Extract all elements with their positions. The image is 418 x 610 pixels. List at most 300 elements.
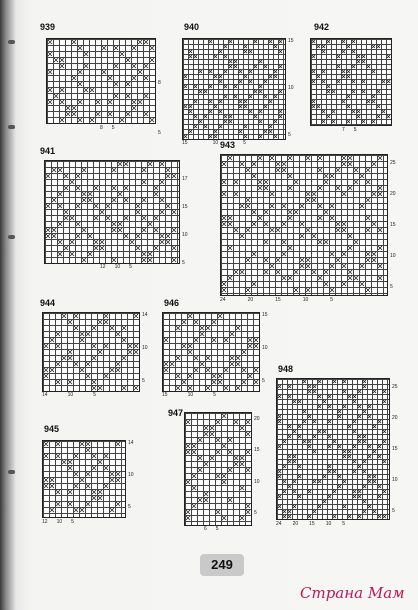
stitch-x — [279, 115, 282, 118]
stitch-x — [358, 440, 361, 443]
stitch-x — [199, 90, 202, 93]
stitch-x — [92, 490, 96, 494]
stitch-x — [258, 186, 262, 190]
stitch-x — [278, 395, 281, 398]
stitch-x — [270, 228, 274, 232]
stitch-x — [332, 110, 335, 113]
stitch-x — [212, 338, 216, 342]
stitch-x — [222, 222, 226, 226]
stitch-x — [259, 85, 262, 88]
stitch-x — [312, 192, 316, 196]
stitch-x — [259, 120, 262, 123]
stitch-x — [48, 70, 52, 74]
stitch-x — [278, 415, 281, 418]
stitch-x — [144, 64, 148, 68]
stitch-x — [124, 198, 128, 202]
stitch-x — [194, 368, 198, 372]
stitch-x — [189, 55, 192, 58]
stitch-x — [80, 332, 84, 336]
stitch-x — [204, 115, 207, 118]
stitch-x — [234, 60, 237, 63]
stitch-x — [209, 70, 212, 73]
binding-hole — [8, 125, 15, 129]
pattern-grid — [276, 378, 390, 520]
stitch-x — [318, 480, 321, 483]
stitch-x — [264, 180, 268, 184]
stitch-x — [230, 356, 234, 360]
stitch-marks — [311, 39, 391, 125]
stitch-x — [64, 246, 68, 250]
stitch-x — [222, 474, 226, 478]
stitch-x — [56, 442, 60, 446]
stitch-x — [112, 258, 116, 262]
stitch-x — [336, 228, 340, 232]
stitch-x — [186, 444, 190, 448]
stitch-x — [330, 288, 334, 292]
stitch-x — [132, 64, 136, 68]
stitch-x — [368, 415, 371, 418]
stitch-x — [92, 386, 96, 390]
stitch-x — [372, 95, 375, 98]
stitch-x — [209, 135, 212, 138]
stitch-x — [209, 110, 212, 113]
stitch-x — [264, 222, 268, 226]
stitch-x — [358, 405, 361, 408]
stitch-x — [240, 516, 244, 520]
stitch-x — [244, 100, 247, 103]
stitch-x — [308, 490, 311, 493]
stitch-x — [198, 498, 202, 502]
stitch-x — [242, 350, 246, 354]
stitch-x — [104, 374, 108, 378]
stitch-x — [100, 240, 104, 244]
stitch-x — [68, 502, 72, 506]
stitch-x — [240, 486, 244, 490]
stitch-x — [132, 100, 136, 104]
stitch-x — [194, 320, 198, 324]
stitch-x — [68, 320, 72, 324]
stitch-x — [323, 400, 326, 403]
column-numbers: 24 20 15 10 5 — [276, 521, 346, 527]
stitch-x — [86, 484, 90, 488]
stitch-x — [372, 70, 375, 73]
stitch-x — [276, 258, 280, 262]
stitch-x — [322, 80, 325, 83]
stitch-x — [254, 65, 257, 68]
stitch-x — [264, 258, 268, 262]
stitch-x — [312, 40, 315, 43]
stitch-x — [214, 75, 217, 78]
stitch-x — [224, 95, 227, 98]
stitch-x — [259, 110, 262, 113]
stitch-x — [54, 94, 58, 98]
stitch-x — [68, 490, 72, 494]
stitch-x — [204, 492, 208, 496]
stitch-x — [76, 186, 80, 190]
stitch-x — [318, 430, 321, 433]
stitch-x — [194, 125, 197, 128]
stitch-x — [126, 112, 130, 116]
row-numbers: 14 10 5 — [142, 312, 148, 384]
stitch-x — [373, 480, 376, 483]
stitch-x — [308, 390, 311, 393]
stitch-x — [78, 46, 82, 50]
column-numbers: 12 10 5 — [42, 519, 74, 525]
stitch-x — [108, 112, 112, 116]
stitch-x — [122, 356, 126, 360]
stitch-x — [378, 246, 382, 250]
chart-number: 947 — [168, 408, 184, 418]
stitch-x — [353, 460, 356, 463]
stitch-x — [373, 450, 376, 453]
stitch-x — [317, 75, 320, 78]
stitch-x — [142, 228, 146, 232]
stitch-x — [252, 174, 256, 178]
stitch-x — [288, 174, 292, 178]
stitch-x — [327, 85, 330, 88]
column-numbers: 15 10 5 — [182, 140, 246, 146]
stitch-x — [56, 502, 60, 506]
stitch-x — [383, 460, 386, 463]
stitch-x — [282, 168, 286, 172]
chart-number: 940 — [184, 22, 200, 32]
stitch-x — [58, 168, 62, 172]
stitch-x — [114, 82, 118, 86]
stitch-x — [254, 90, 257, 93]
stitch-x — [246, 258, 250, 262]
stitch-x — [313, 480, 316, 483]
stitch-x — [352, 110, 355, 113]
stitch-x — [254, 338, 258, 342]
stitch-x — [94, 216, 98, 220]
stitch-x — [229, 65, 232, 68]
stitch-x — [373, 475, 376, 478]
stitch-x — [50, 478, 54, 482]
stitch-x — [366, 252, 370, 256]
stitch-x — [112, 228, 116, 232]
stitch-x — [228, 498, 232, 502]
stitch-x — [50, 484, 54, 488]
stitch-x — [352, 90, 355, 93]
stitch-x — [136, 210, 140, 214]
stitch-x — [78, 100, 82, 104]
stitch-x — [199, 70, 202, 73]
stitch-x — [234, 65, 237, 68]
row-numbers: 14 10 5 — [128, 440, 134, 510]
stitch-x — [52, 234, 56, 238]
stitch-x — [357, 55, 360, 58]
stitch-x — [184, 85, 187, 88]
stitch-marks — [45, 161, 179, 263]
stitch-x — [318, 380, 321, 383]
column-numbers: 7 5 — [342, 127, 357, 133]
stitch-x — [378, 420, 381, 423]
stitch-x — [343, 450, 346, 453]
stitch-x — [252, 210, 256, 214]
stitch-x — [313, 390, 316, 393]
stitch-x — [372, 120, 375, 123]
stitch-x — [58, 192, 62, 196]
stitch-x — [288, 186, 292, 190]
stitch-x — [360, 282, 364, 286]
stitch-x — [192, 450, 196, 454]
stitch-x — [282, 252, 286, 256]
pattern-grid — [310, 38, 392, 126]
stitch-x — [382, 80, 385, 83]
stitch-x — [70, 180, 74, 184]
stitch-x — [343, 505, 346, 508]
stitch-x — [372, 222, 376, 226]
stitch-x — [298, 495, 301, 498]
stitch-x — [342, 75, 345, 78]
stitch-x — [378, 228, 382, 232]
stitch-x — [136, 204, 140, 208]
stitch-x — [244, 105, 247, 108]
stitch-x — [358, 490, 361, 493]
stitch-x — [358, 435, 361, 438]
stitch-x — [249, 50, 252, 53]
stitch-x — [252, 252, 256, 256]
stitch-x — [164, 362, 168, 366]
stitch-x — [222, 282, 226, 286]
stitch-x — [234, 456, 238, 460]
stitch-x — [206, 326, 210, 330]
stitch-x — [204, 432, 208, 436]
stitch-x — [274, 95, 277, 98]
stitch-x — [214, 135, 217, 138]
stitch-x — [100, 210, 104, 214]
stitch-x — [198, 456, 202, 460]
stitch-x — [229, 40, 232, 43]
stitch-x — [46, 204, 50, 208]
stitch-x — [136, 234, 140, 238]
column-numbers: 14 10 5 — [42, 392, 96, 398]
stitch-x — [264, 80, 267, 83]
stitch-x — [64, 216, 68, 220]
row-numbers: 25 20 15 10 5 — [392, 384, 398, 514]
stitch-x — [216, 438, 220, 442]
stitch-x — [259, 60, 262, 63]
stitch-x — [92, 356, 96, 360]
stitch-x — [348, 186, 352, 190]
stitch-x — [327, 90, 330, 93]
stitch-x — [214, 55, 217, 58]
stitch-x — [172, 258, 176, 262]
stitch-x — [74, 472, 78, 476]
stitch-x — [318, 276, 322, 280]
stitch-x — [194, 115, 197, 118]
stitch-x — [306, 156, 310, 160]
stitch-x — [300, 204, 304, 208]
stitch-x — [324, 210, 328, 214]
stitch-x — [338, 485, 341, 488]
stitch-x — [86, 502, 90, 506]
stitch-x — [218, 314, 222, 318]
stitch-x — [353, 445, 356, 448]
stitch-x — [56, 362, 60, 366]
stitch-x — [254, 380, 258, 384]
stitch-x — [378, 455, 381, 458]
stitch-x — [366, 228, 370, 232]
stitch-x — [242, 368, 246, 372]
stitch-x — [328, 405, 331, 408]
stitch-x — [74, 508, 78, 512]
row-numbers: 17 15 10 5 — [182, 176, 188, 266]
stitch-x — [306, 258, 310, 262]
stitch-x — [330, 264, 334, 268]
stitch-x — [76, 234, 80, 238]
stitch-x — [283, 515, 286, 518]
stitch-x — [246, 228, 250, 232]
stitch-x — [382, 110, 385, 113]
stitch-x — [228, 468, 232, 472]
stitch-x — [116, 368, 120, 372]
stitch-x — [358, 515, 361, 518]
stitch-x — [306, 264, 310, 268]
stitch-x — [348, 515, 351, 518]
stitch-x — [222, 288, 226, 292]
stitch-x — [118, 162, 122, 166]
stitch-x — [283, 510, 286, 513]
column-numbers: 24 20 15 10 5 — [220, 297, 334, 303]
stitch-x — [224, 368, 228, 372]
stitch-x — [58, 204, 62, 208]
stitch-x — [383, 400, 386, 403]
stitch-x — [239, 100, 242, 103]
stitch-x — [337, 80, 340, 83]
stitch-x — [377, 105, 380, 108]
stitch-x — [68, 380, 72, 384]
stitch-x — [293, 480, 296, 483]
stitch-x — [200, 332, 204, 336]
stitch-x — [312, 270, 316, 274]
stitch-x — [66, 106, 70, 110]
stitch-x — [108, 76, 112, 80]
stitch-x — [48, 52, 52, 56]
row-numbers: 20 15 10 5 — [254, 416, 260, 516]
stitch-x — [318, 204, 322, 208]
stitch-x — [224, 55, 227, 58]
stitch-x — [224, 45, 227, 48]
stitch-x — [362, 55, 365, 58]
stitch-x — [300, 222, 304, 226]
stitch-x — [46, 228, 50, 232]
binding-hole — [8, 235, 15, 239]
stitch-x — [154, 192, 158, 196]
stitch-x — [338, 410, 341, 413]
stitch-x — [132, 76, 136, 80]
stitch-x — [90, 88, 94, 92]
stitch-x — [360, 264, 364, 268]
stitch-x — [92, 326, 96, 330]
stitch-x — [166, 168, 170, 172]
stitch-x — [94, 186, 98, 190]
stitch-x — [108, 100, 112, 104]
stitch-x — [164, 338, 168, 342]
stitch-x — [130, 240, 134, 244]
stitch-x — [204, 462, 208, 466]
stitch-x — [252, 162, 256, 166]
stitch-x — [98, 460, 102, 464]
stitch-x — [252, 222, 256, 226]
stitch-x — [44, 344, 48, 348]
stitch-x — [64, 174, 68, 178]
stitch-x — [313, 450, 316, 453]
stitch-x — [342, 162, 346, 166]
stitch-x — [264, 105, 267, 108]
stitch-x — [336, 258, 340, 262]
stitch-x — [378, 156, 382, 160]
stitch-x — [342, 50, 345, 53]
stitch-x — [102, 46, 106, 50]
stitch-x — [82, 168, 86, 172]
stitch-x — [274, 120, 277, 123]
stitch-x — [112, 198, 116, 202]
stitch-x — [258, 156, 262, 160]
stitch-x — [383, 515, 386, 518]
stitch-x — [323, 500, 326, 503]
stitch-x — [92, 454, 96, 458]
stitch-x — [246, 204, 250, 208]
stitch-x — [74, 314, 78, 318]
stitch-x — [44, 454, 48, 458]
column-numbers: 8 5 — [100, 125, 115, 131]
stitch-x — [154, 246, 158, 250]
stitch-x — [353, 495, 356, 498]
stitch-x — [312, 70, 315, 73]
stitch-x — [348, 246, 352, 250]
stitch-x — [132, 106, 136, 110]
stitch-x — [282, 222, 286, 226]
stitch-x — [184, 135, 187, 138]
stitch-x — [234, 85, 237, 88]
stitch-x — [116, 332, 120, 336]
stitch-x — [134, 344, 138, 348]
stitch-x — [293, 455, 296, 458]
stitch-x — [239, 105, 242, 108]
stitch-x — [102, 70, 106, 74]
stitch-x — [258, 216, 262, 220]
stitch-x — [172, 228, 176, 232]
stitch-x — [222, 192, 226, 196]
stitch-x — [222, 180, 226, 184]
stitch-x — [317, 105, 320, 108]
stitch-marks — [185, 413, 251, 525]
stitch-x — [249, 95, 252, 98]
stitch-x — [274, 75, 277, 78]
stitch-x — [353, 430, 356, 433]
stitch-x — [353, 395, 356, 398]
stitch-x — [249, 110, 252, 113]
stitch-x — [366, 180, 370, 184]
stitch-x — [347, 95, 350, 98]
stitch-x — [318, 216, 322, 220]
stitch-x — [313, 420, 316, 423]
stitch-x — [116, 478, 120, 482]
stitch-x — [254, 344, 258, 348]
stitch-x — [48, 88, 52, 92]
stitch-marks — [43, 441, 125, 517]
stitch-x — [244, 50, 247, 53]
stitch-x — [254, 115, 257, 118]
stitch-x — [288, 510, 291, 513]
stitch-x — [312, 105, 315, 108]
stitch-x — [336, 186, 340, 190]
stitch-x — [318, 405, 321, 408]
stitch-x — [240, 204, 244, 208]
stitch-x — [333, 515, 336, 518]
stitch-x — [338, 445, 341, 448]
